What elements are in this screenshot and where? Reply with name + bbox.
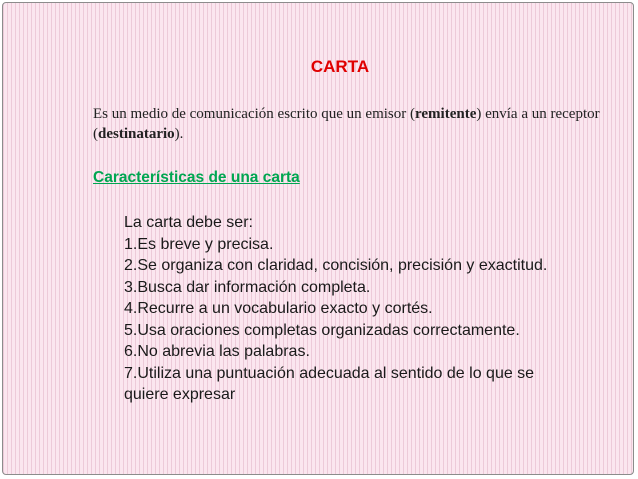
- list-item: 7.Utiliza una puntuación adecuada al sentido de lo que se: [124, 364, 535, 382]
- intro-paragraph: [93, 104, 613, 144]
- list-item-continuation: quiere expresar: [124, 386, 236, 403]
- list-item: 2.Se organiza con claridad, concisión, precisión y exactitud.: [124, 257, 548, 274]
- section-heading: Características de una carta: [93, 169, 300, 186]
- list-item: 1.Es breve y precisa.: [124, 235, 274, 253]
- intro-text-1: Es un medio de comunicación escrito que un emisor (: [93, 106, 415, 122]
- list-lead: La carta debe ser:: [124, 214, 253, 231]
- list-item: 3.Busca dar información completa.: [124, 278, 371, 296]
- intro-text-2: ) envía a un receptor (: [93, 106, 600, 142]
- list-item: 4.Recurre a un vocabulario exacto y cortés.: [124, 300, 433, 317]
- list-item: 5.Usa oraciones completas organizadas correctamente.: [124, 321, 520, 339]
- intro-term-remitente: remitente: [415, 106, 477, 122]
- list-item: 6.No abrevia las palabras.: [124, 343, 310, 360]
- characteristics-list: [124, 212, 624, 406]
- intro-term-destinatario: destinatario: [98, 126, 175, 142]
- slide: [2, 2, 634, 475]
- intro-text-3: ).: [174, 126, 184, 142]
- slide-title: CARTA: [310, 57, 370, 76]
